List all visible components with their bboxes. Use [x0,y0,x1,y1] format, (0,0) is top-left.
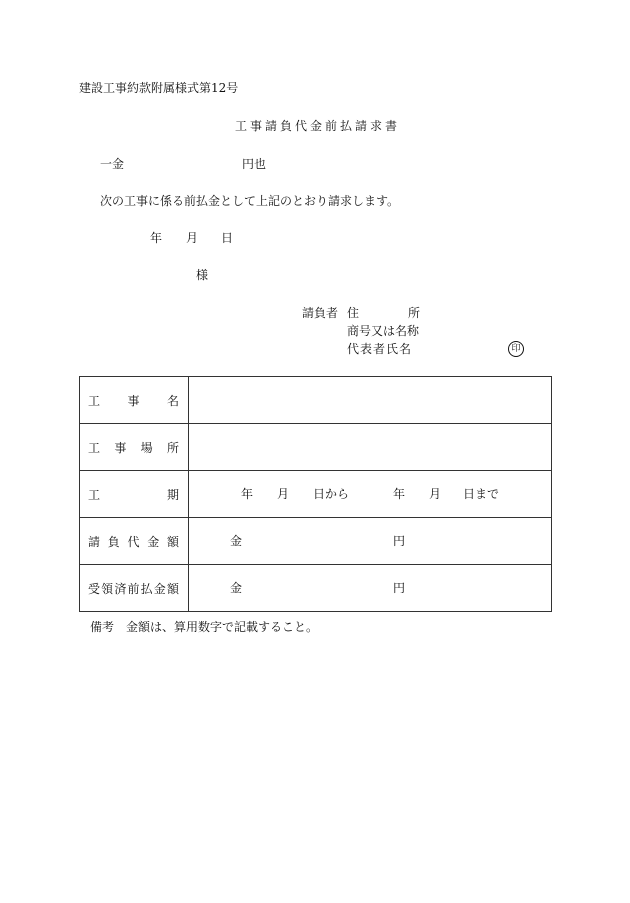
construction-period-field[interactable] [189,471,552,518]
document-title: 工事請負代金前払請求書 [235,119,401,133]
address-label-first: 住 [347,306,360,320]
period-end-day: 日まで [463,487,500,501]
label-char: 領 [101,581,114,596]
contract-amount-field[interactable] [189,518,552,565]
period-end-year: 年 [393,487,406,501]
label-char: 所 [166,440,179,455]
label-char: 工 [88,487,101,502]
construction-name-field[interactable] [189,377,552,424]
label-char: 額 [166,534,179,549]
received-advance-field[interactable] [189,565,552,612]
table-row [80,377,552,424]
table-row [80,471,552,518]
addressee-suffix: 様 [196,268,209,282]
label-char: 代 [127,534,140,549]
construction-period-label [80,471,189,518]
company-name-label: 商号又は名称 [347,324,420,338]
amount-yen-label: 円 [393,534,406,548]
amount-prefix-label: 金 [230,581,243,595]
table-row [80,424,552,471]
date-year-label: 年 [150,231,163,245]
period-end-month: 月 [429,487,442,501]
label-char: 場 [140,440,153,455]
construction-info-table [79,376,552,612]
label-char: 済 [114,581,127,596]
construction-name-label [80,377,189,424]
amount-yen-label: 円 [393,581,406,595]
seal-icon: 印 [508,341,524,357]
label-char: 受 [88,581,101,596]
contract-amount-label [80,518,189,565]
label-char: 工 [88,440,101,455]
period-start-year: 年 [241,487,254,501]
amount-prefix-label: 金 [230,534,243,548]
label-char: 負 [107,534,120,549]
contractor-label: 請負者 [302,306,339,320]
construction-site-label [80,424,189,471]
label-char: 金 [153,581,166,596]
table-row [80,518,552,565]
amount-suffix: 円也 [242,157,267,171]
label-char: 名 [166,393,179,408]
amount-prefix: 一金 [100,157,125,171]
label-char: 金 [147,534,160,549]
label-char: 事 [114,440,127,455]
label-char: 事 [127,393,140,408]
construction-site-field[interactable] [189,424,552,471]
period-start-day: 日から [313,487,350,501]
label-char: 額 [166,581,179,596]
date-month-label: 月 [186,231,199,245]
request-statement: 次の工事に係る前払金として上記のとおり請求します。 [100,194,400,208]
period-start-month: 月 [277,487,290,501]
label-char: 前 [127,581,140,596]
label-char: 工 [88,393,101,408]
remark-note: 備考 金額は、算用数字で記載すること。 [90,620,319,634]
table-row [80,565,552,612]
address-label-second: 所 [408,306,421,320]
label-char: 払 [140,581,153,596]
representative-label: 代表者氏名 [347,342,413,356]
date-day-label: 日 [221,231,234,245]
label-char: 請 [88,534,101,549]
received-advance-label [80,565,189,612]
label-char: 期 [166,487,179,502]
form-number: 建設工事約款附属様式第12号 [79,81,239,95]
